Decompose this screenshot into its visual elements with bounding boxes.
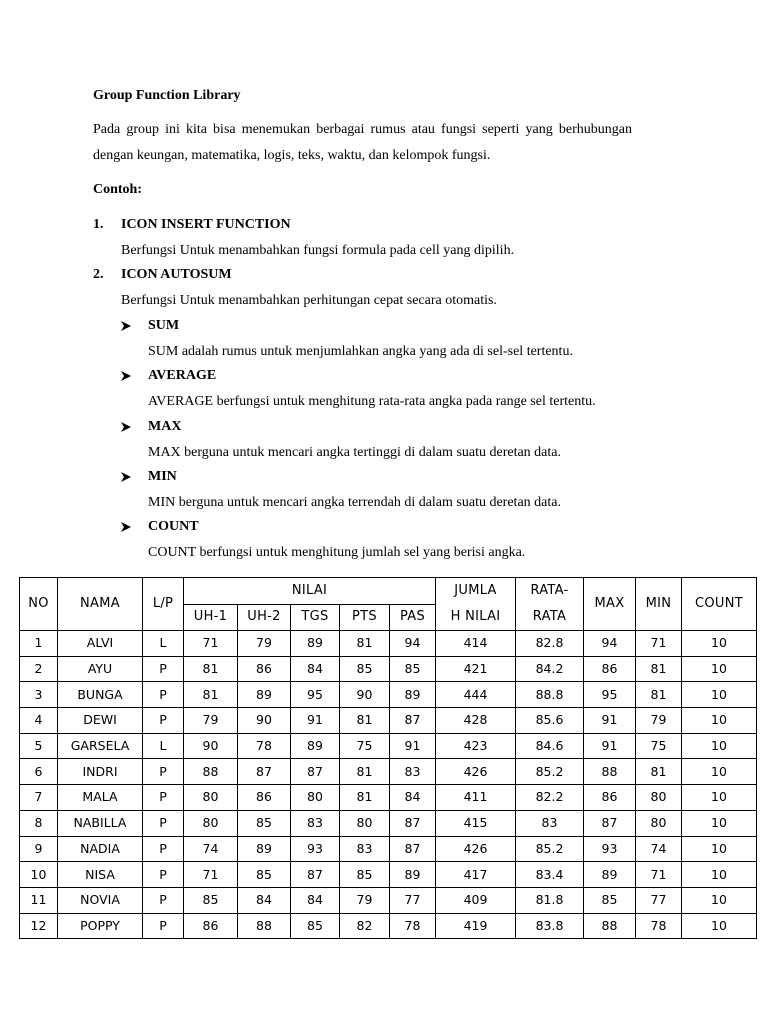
cell-tgs: 83 <box>291 810 340 836</box>
header-pas: PAS <box>390 604 436 631</box>
arrowhead-bullet-icon <box>121 317 139 331</box>
cell-min: 79 <box>636 708 682 734</box>
cell-min: 71 <box>636 631 682 657</box>
cell-lp: P <box>143 682 184 708</box>
cell-uh2: 85 <box>238 862 291 888</box>
sub-item-description-sum: SUM adalah rumus untuk menjumlahkan angka yang ada di sel-sel tertentu. <box>148 344 573 359</box>
cell-uh1: 74 <box>184 836 238 862</box>
cell-no: 10 <box>20 862 58 888</box>
cell-jumlah-nilai: 444 <box>436 682 516 708</box>
cell-count: 10 <box>682 682 757 708</box>
header-uh2: UH-2 <box>238 604 291 631</box>
cell-count: 10 <box>682 631 757 657</box>
header-nama: NAMA <box>58 578 143 631</box>
cell-max: 88 <box>584 759 636 785</box>
header-jumlah-line-2: H NILAI <box>450 609 501 624</box>
arrowhead-bullet-icon <box>121 518 139 532</box>
cell-nama: NADIA <box>58 836 143 862</box>
cell-lp: P <box>143 785 184 811</box>
cell-nama: MALA <box>58 785 143 811</box>
table-row <box>20 862 757 888</box>
cell-pts: 90 <box>340 682 390 708</box>
cell-jumlah-nilai: 415 <box>436 810 516 836</box>
sub-item-title-count: COUNT <box>148 519 199 534</box>
cell-pas: 87 <box>390 708 436 734</box>
cell-tgs: 93 <box>291 836 340 862</box>
header-count: COUNT <box>682 578 757 631</box>
cell-uh2: 84 <box>238 887 291 913</box>
cell-count: 10 <box>682 862 757 888</box>
cell-pas: 77 <box>390 887 436 913</box>
cell-pas: 89 <box>390 862 436 888</box>
header-nilai: NILAI <box>184 578 436 605</box>
sub-item-title-average: AVERAGE <box>148 368 217 383</box>
cell-pts: 85 <box>340 656 390 682</box>
cell-lp: L <box>143 733 184 759</box>
cell-max: 88 <box>584 913 636 939</box>
cell-pts: 85 <box>340 862 390 888</box>
cell-min: 78 <box>636 913 682 939</box>
cell-count: 10 <box>682 733 757 759</box>
cell-no: 3 <box>20 682 58 708</box>
table-row <box>20 656 757 682</box>
cell-tgs: 85 <box>291 913 340 939</box>
cell-pas: 85 <box>390 656 436 682</box>
cell-max: 93 <box>584 836 636 862</box>
table-body <box>20 631 757 939</box>
cell-uh1: 80 <box>184 785 238 811</box>
sub-item-title-max: MAX <box>148 419 182 434</box>
header-rata-line-2: RATA <box>532 609 567 624</box>
cell-uh2: 85 <box>238 810 291 836</box>
cell-min: 81 <box>636 759 682 785</box>
cell-nama: NABILLA <box>58 810 143 836</box>
cell-lp: L <box>143 631 184 657</box>
cell-pas: 83 <box>390 759 436 785</box>
sub-item-description-min: MIN berguna untuk mencari angka terrendah di dalam suatu deretan data. <box>148 495 561 510</box>
cell-nama: POPPY <box>58 913 143 939</box>
cell-max: 86 <box>584 785 636 811</box>
cell-no: 2 <box>20 656 58 682</box>
table-row <box>20 631 757 657</box>
cell-count: 10 <box>682 785 757 811</box>
header-max: MAX <box>584 578 636 631</box>
example-label: Contoh: <box>93 182 143 197</box>
table-row <box>20 733 757 759</box>
table-row <box>20 836 757 862</box>
intro-paragraph-line-2: dengan keungan, matematika, logis, teks, waktu, dan kelompok fungsi. <box>93 148 491 163</box>
cell-lp: P <box>143 836 184 862</box>
cell-rata-rata: 83 <box>516 810 584 836</box>
sub-item-title-sum: SUM <box>148 318 180 333</box>
cell-no: 12 <box>20 913 58 939</box>
cell-jumlah-nilai: 419 <box>436 913 516 939</box>
header-rata-rata <box>516 578 584 631</box>
cell-pas: 94 <box>390 631 436 657</box>
cell-tgs: 89 <box>291 631 340 657</box>
cell-count: 10 <box>682 887 757 913</box>
header-jumlah-line-1: JUMLA <box>454 583 497 598</box>
cell-lp: P <box>143 862 184 888</box>
cell-lp: P <box>143 810 184 836</box>
cell-jumlah-nilai: 411 <box>436 785 516 811</box>
cell-count: 10 <box>682 759 757 785</box>
list-description-autosum: Berfungsi Untuk menambahkan perhitungan cepat secara otomatis. <box>121 293 497 308</box>
cell-pts: 80 <box>340 810 390 836</box>
cell-jumlah-nilai: 426 <box>436 759 516 785</box>
table-row <box>20 810 757 836</box>
cell-min: 74 <box>636 836 682 862</box>
sub-item-description-max: MAX berguna untuk mencari angka tertinggi di dalam suatu deretan data. <box>148 445 561 460</box>
list-number-1: 1. <box>93 217 104 232</box>
header-min: MIN <box>636 578 682 631</box>
cell-max: 86 <box>584 656 636 682</box>
cell-min: 81 <box>636 682 682 708</box>
cell-max: 95 <box>584 682 636 708</box>
cell-max: 89 <box>584 862 636 888</box>
cell-jumlah-nilai: 414 <box>436 631 516 657</box>
cell-tgs: 87 <box>291 759 340 785</box>
cell-uh1: 80 <box>184 810 238 836</box>
arrowhead-bullet-icon <box>121 418 139 432</box>
cell-lp: P <box>143 759 184 785</box>
cell-rata-rata: 84.6 <box>516 733 584 759</box>
cell-lp: P <box>143 913 184 939</box>
cell-tgs: 91 <box>291 708 340 734</box>
cell-no: 5 <box>20 733 58 759</box>
cell-pas: 84 <box>390 785 436 811</box>
cell-nama: ALVI <box>58 631 143 657</box>
cell-no: 7 <box>20 785 58 811</box>
cell-pas: 89 <box>390 682 436 708</box>
cell-min: 75 <box>636 733 682 759</box>
cell-pts: 83 <box>340 836 390 862</box>
cell-rata-rata: 81.8 <box>516 887 584 913</box>
cell-rata-rata: 84.2 <box>516 656 584 682</box>
cell-lp: P <box>143 708 184 734</box>
cell-no: 1 <box>20 631 58 657</box>
sub-item-description-count: COUNT berfungsi untuk menghitung jumlah sel yang berisi angka. <box>148 545 526 560</box>
cell-no: 9 <box>20 836 58 862</box>
cell-uh1: 85 <box>184 887 238 913</box>
student-grades-table <box>19 577 757 939</box>
cell-count: 10 <box>682 836 757 862</box>
cell-jumlah-nilai: 417 <box>436 862 516 888</box>
cell-max: 94 <box>584 631 636 657</box>
cell-uh1: 81 <box>184 656 238 682</box>
header-rata-line-1: RATA- <box>530 583 569 598</box>
table-row <box>20 708 757 734</box>
cell-uh2: 86 <box>238 785 291 811</box>
cell-count: 10 <box>682 913 757 939</box>
cell-lp: P <box>143 887 184 913</box>
cell-tgs: 95 <box>291 682 340 708</box>
header-pts: PTS <box>340 604 390 631</box>
cell-min: 71 <box>636 862 682 888</box>
cell-nama: DEWI <box>58 708 143 734</box>
cell-uh2: 89 <box>238 682 291 708</box>
table-row <box>20 785 757 811</box>
intro-paragraph-line-1: Pada group ini kita bisa menemukan berbagai rumus atau fungsi seperti yang berhubungan <box>93 122 632 137</box>
cell-uh2: 78 <box>238 733 291 759</box>
cell-nama: NOVIA <box>58 887 143 913</box>
cell-rata-rata: 88.8 <box>516 682 584 708</box>
cell-pas: 91 <box>390 733 436 759</box>
cell-uh2: 86 <box>238 656 291 682</box>
cell-uh1: 90 <box>184 733 238 759</box>
cell-nama: INDRI <box>58 759 143 785</box>
cell-nama: NISA <box>58 862 143 888</box>
cell-nama: BUNGA <box>58 682 143 708</box>
cell-rata-rata: 83.8 <box>516 913 584 939</box>
cell-uh1: 81 <box>184 682 238 708</box>
cell-nama: GARSELA <box>58 733 143 759</box>
cell-min: 80 <box>636 785 682 811</box>
cell-uh1: 71 <box>184 631 238 657</box>
cell-rata-rata: 83.4 <box>516 862 584 888</box>
cell-rata-rata: 85.2 <box>516 836 584 862</box>
cell-pts: 75 <box>340 733 390 759</box>
header-no: NO <box>20 578 58 631</box>
cell-count: 10 <box>682 656 757 682</box>
list-title-autosum: ICON AUTOSUM <box>121 267 232 282</box>
cell-no: 11 <box>20 887 58 913</box>
cell-jumlah-nilai: 426 <box>436 836 516 862</box>
table-row <box>20 682 757 708</box>
cell-uh1: 88 <box>184 759 238 785</box>
list-description-insert-function: Berfungsi Untuk menambahkan fungsi formula pada cell yang dipilih. <box>121 243 515 258</box>
cell-jumlah-nilai: 421 <box>436 656 516 682</box>
cell-jumlah-nilai: 409 <box>436 887 516 913</box>
cell-uh2: 87 <box>238 759 291 785</box>
cell-pts: 81 <box>340 708 390 734</box>
cell-pts: 79 <box>340 887 390 913</box>
table-header <box>20 578 757 631</box>
cell-tgs: 80 <box>291 785 340 811</box>
table-row <box>20 759 757 785</box>
cell-uh2: 89 <box>238 836 291 862</box>
cell-max: 91 <box>584 733 636 759</box>
cell-tgs: 87 <box>291 862 340 888</box>
cell-max: 91 <box>584 708 636 734</box>
cell-jumlah-nilai: 428 <box>436 708 516 734</box>
cell-no: 6 <box>20 759 58 785</box>
cell-uh2: 88 <box>238 913 291 939</box>
cell-count: 10 <box>682 708 757 734</box>
table-row <box>20 913 757 939</box>
cell-max: 87 <box>584 810 636 836</box>
cell-count: 10 <box>682 810 757 836</box>
sub-item-description-average: AVERAGE berfungsi untuk menghitung rata-rata angka pada range sel tertentu. <box>148 394 596 409</box>
cell-lp: P <box>143 656 184 682</box>
sub-item-title-min: MIN <box>148 469 177 484</box>
cell-pas: 87 <box>390 810 436 836</box>
cell-pts: 81 <box>340 785 390 811</box>
cell-rata-rata: 82.8 <box>516 631 584 657</box>
cell-max: 85 <box>584 887 636 913</box>
list-number-2: 2. <box>93 267 104 282</box>
cell-min: 81 <box>636 656 682 682</box>
header-uh1: UH-1 <box>184 604 238 631</box>
cell-pts: 82 <box>340 913 390 939</box>
cell-rata-rata: 85.2 <box>516 759 584 785</box>
cell-no: 4 <box>20 708 58 734</box>
cell-no: 8 <box>20 810 58 836</box>
cell-uh1: 71 <box>184 862 238 888</box>
cell-uh2: 90 <box>238 708 291 734</box>
header-tgs: TGS <box>291 604 340 631</box>
header-jumlah-nilai <box>436 578 516 631</box>
cell-pts: 81 <box>340 759 390 785</box>
cell-rata-rata: 85.6 <box>516 708 584 734</box>
arrowhead-bullet-icon <box>121 367 139 381</box>
list-title-insert-function: ICON INSERT FUNCTION <box>121 217 291 232</box>
header-lp: L/P <box>143 578 184 631</box>
cell-uh2: 79 <box>238 631 291 657</box>
cell-uh1: 79 <box>184 708 238 734</box>
cell-uh1: 86 <box>184 913 238 939</box>
cell-pas: 78 <box>390 913 436 939</box>
cell-tgs: 84 <box>291 887 340 913</box>
table-row <box>20 887 757 913</box>
cell-rata-rata: 82.2 <box>516 785 584 811</box>
cell-pas: 87 <box>390 836 436 862</box>
cell-tgs: 89 <box>291 733 340 759</box>
cell-min: 77 <box>636 887 682 913</box>
cell-pts: 81 <box>340 631 390 657</box>
cell-jumlah-nilai: 423 <box>436 733 516 759</box>
cell-min: 80 <box>636 810 682 836</box>
section-heading: Group Function Library <box>93 88 241 103</box>
arrowhead-bullet-icon <box>121 468 139 482</box>
cell-nama: AYU <box>58 656 143 682</box>
cell-tgs: 84 <box>291 656 340 682</box>
